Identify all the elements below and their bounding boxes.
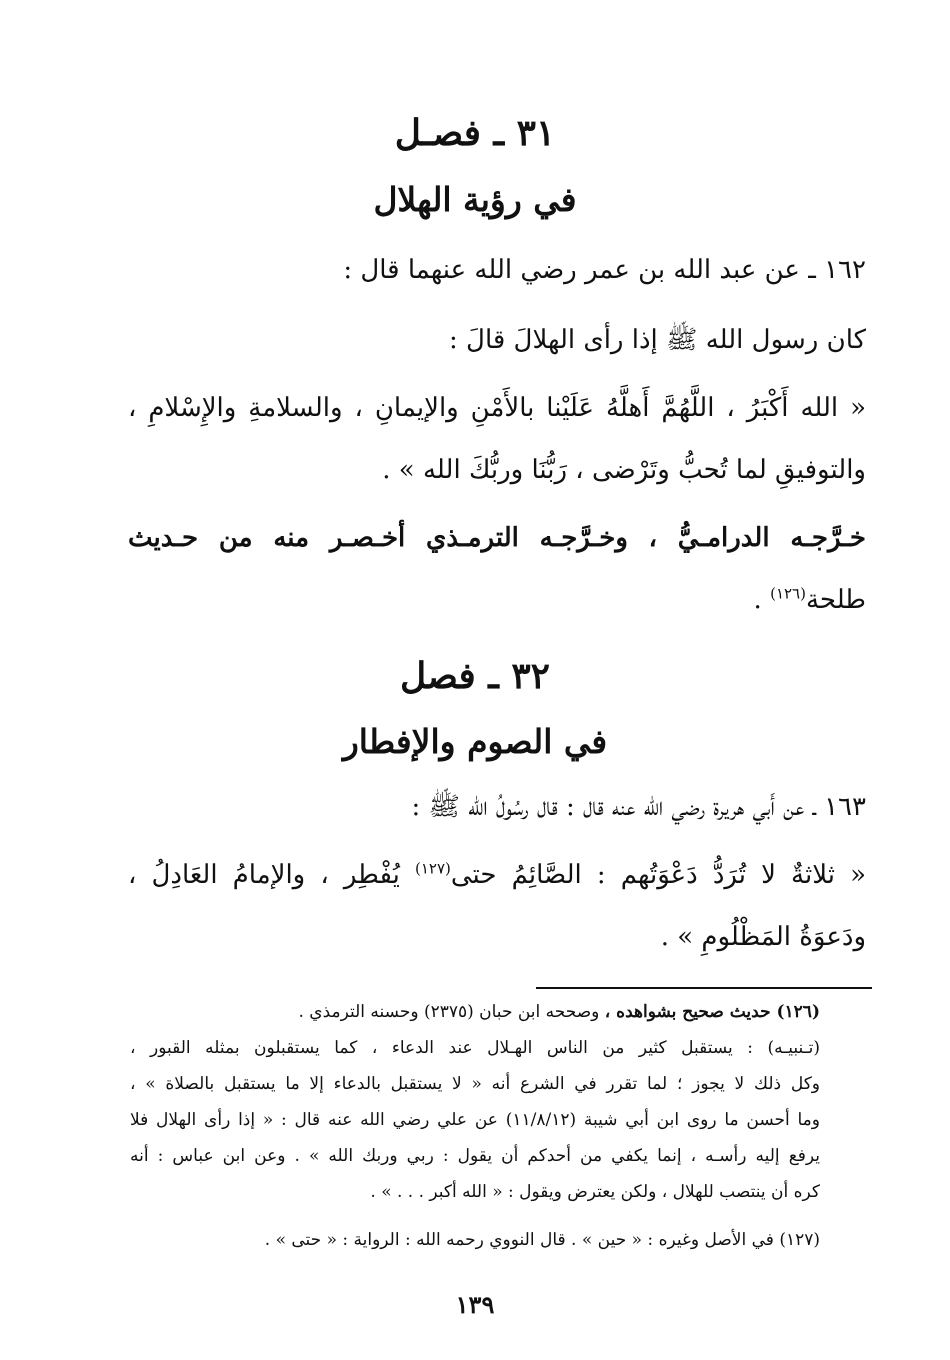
footnote-separator [536, 987, 872, 989]
footnote-126-rest: وصححه ابن حبان (٢٣٧٥) وحسنه الترمذي . [298, 1002, 605, 1022]
hadith-162-context: كان رسول الله ﷺ إذا رأى الهلالَ قالَ : [449, 325, 866, 355]
section-32-number: ٣٢ ـ فصل [400, 655, 550, 697]
footnote-note-line-2: وكل ذلك لا يجوز ؛ لما تقرر في الشرع أنه « لا يستقبل بالدعاء إلا ما يستقبل بالصلاة » ، [130, 1074, 820, 1094]
footnote-ref-127: (١٢٧) [415, 859, 451, 878]
section-32-title: في الصوم والإفطار [342, 722, 608, 761]
hadith-163-text-a: « ثلاثةٌ لا تُرَدُّ دَعْوَتُهم : الصَّائِمُ حتى [450, 860, 866, 890]
footnote-note-line-5: كره أن ينتصب للهلال ، ولكن يعترض ويقول : « الله أكبر . . . » . [370, 1182, 820, 1202]
footnote-127: (١٢٧) في الأصل وغيره : « حين » . قال النووي رحمه الله : الرواية : « حتى » . [264, 1230, 820, 1250]
footnote-note-line-4: يرفع إليه رأسـه ، إنما يكفي من أحدكم أن يقول : ربي وربك الله » . وعن ابن عباس : أنه [130, 1146, 820, 1166]
hadith-163-text-line-1 [128, 860, 866, 891]
source-end: . [753, 585, 771, 615]
hadith-163-text-b: يُفْطِر ، والإمامُ العَادِلُ ، [128, 860, 415, 890]
hadith-163-intro: ١٦٣ ـ عن أَبي هريرة رضي الله عنه قال : قال رسُولُ الله ﷺ : [411, 792, 866, 822]
footnote-note-line-1: (تـنبيـه) : يستقبل كثير من الناس الهـلال عند الدعاء ، كما يستقبلون بمثله القبور ، [130, 1038, 820, 1058]
section-31-number: ٣١ ـ فصـل [394, 112, 556, 154]
hadith-162-text-line-2: والتوفيقِ لما تُحبُّ وتَرْضى ، رَبُّنَا وربُّكَ الله » . [382, 455, 866, 485]
footnote-126-label: (١٢٦) حديث صحيح بشواهده ، [604, 1002, 820, 1022]
hadith-162-text-line-1: « الله أَكْبَرُ ، اللَّهُمَّ أَهلَّهُ عَلَيْنا بالأَمْنِ والإيمانِ ، والسلامةِ والإِسْلامِ ، [128, 393, 866, 423]
footnote-ref-126: (١٢٦) [770, 584, 806, 603]
page-number: ١٣٩ [455, 1290, 495, 1319]
footnote-note-line-3: وما أحسن ما روى ابن أبي شيبة (١١/٨/١٢) عن علي رضي الله عنه قال : « إذا رأى الهلال فلا [130, 1110, 820, 1130]
hadith-163-text-line-2: ودَعوَةُ المَظْلُومِ » . [660, 922, 866, 952]
footnote-126 [298, 1002, 820, 1022]
section-31-title: في رؤية الهلال [373, 180, 577, 219]
source-text: طلحة [805, 585, 866, 615]
hadith-162-source-line-1: خـرَّجـه الدرامـيُّ ، وخـرَّجـه الترمـذي أخـصـر منه من حـديث [128, 523, 866, 553]
hadith-162-intro: ١٦٢ ـ عن عبد الله بن عمر رضي الله عنهما قال : [343, 255, 866, 285]
hadith-162-source-line-2 [754, 585, 866, 616]
